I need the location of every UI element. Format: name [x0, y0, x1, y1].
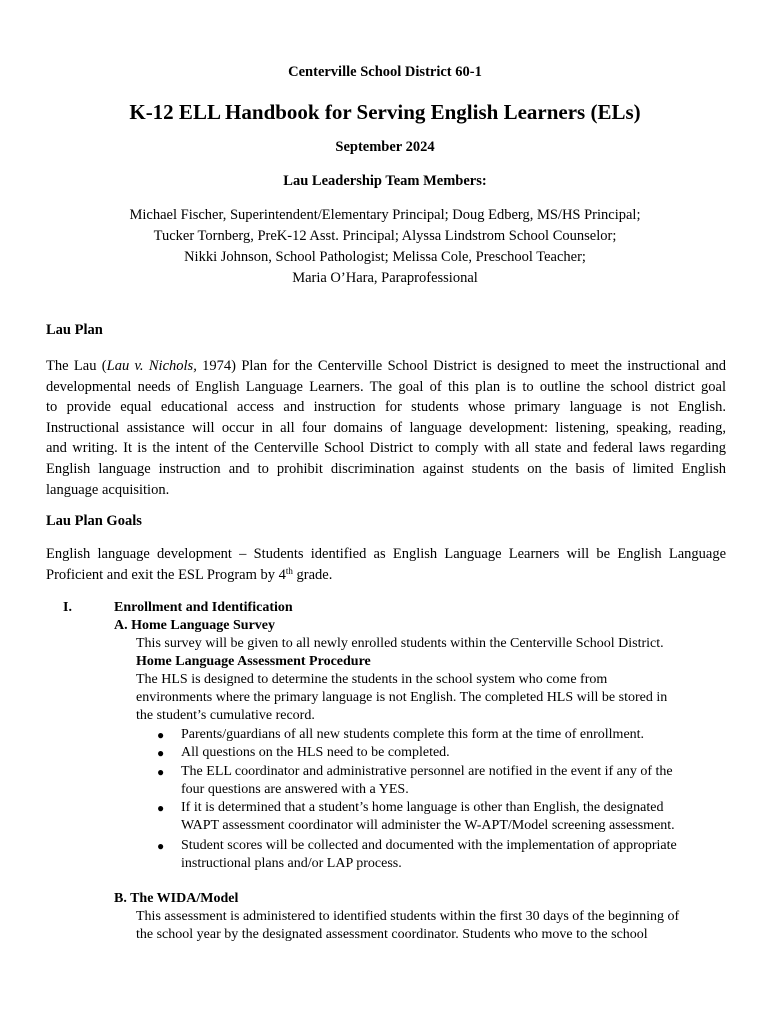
section-title: Enrollment and Identification — [114, 600, 293, 615]
bullet-text: Parents/guardians of all new students complete this form at the time of enrollment. — [181, 727, 645, 742]
lau-plan-paragraph — [46, 356, 726, 500]
team-heading: Lau Leadership Team Members: — [283, 173, 487, 189]
paragraph-line: Instructional assistance will occur in all four domains of language development: listening, speaking, reading, — [46, 419, 726, 436]
goals-paragraph — [46, 544, 726, 585]
bullet-icon: ● — [157, 801, 165, 815]
bullet-icon: ● — [157, 839, 165, 853]
bullet-text: If it is determined that a student’s home language is other than English, the designated — [181, 800, 664, 815]
bullet-text: four questions are answered with a YES. — [181, 782, 409, 797]
bullet-text: instructional plans and/or LAP process. — [181, 856, 402, 871]
team-member-line: Michael Fischer, Superintendent/Elementary Principal; Doug Edberg, MS/HS Principal; — [129, 207, 641, 223]
paragraph-line: and writing. It is the intent of the Centerville School District to comply with all state and federal laws regarding — [46, 440, 726, 457]
procedure-line: The HLS is designed to determine the students in the school system who come from — [136, 672, 608, 687]
paragraph-line: to provide equal educational access and instruction for students whose primary language is not English. — [46, 399, 726, 416]
bullet-icon: ● — [157, 746, 165, 760]
paragraph-line: Proficient and exit the ESL Program by 4th grade. — [46, 565, 333, 583]
team-member-line: Maria O’Hara, Paraprofessional — [292, 270, 478, 286]
document-title: K-12 ELL Handbook for Serving English Learners (ELs) — [129, 100, 641, 124]
team-member-line: Nikki Johnson, School Pathologist; Melissa Cole, Preschool Teacher; — [184, 249, 586, 265]
paragraph-line: The Lau (Lau v. Nichols, 1974) Plan for the Centerville School District is designed to meet the instructional and — [46, 358, 727, 374]
subsection-a-heading: A. Home Language Survey — [114, 618, 275, 633]
document-date: September 2024 — [335, 139, 435, 155]
bullet-text: Student scores will be collected and documented with the implementation of appropriate — [181, 838, 677, 853]
ordinal-suffix: th — [285, 565, 293, 576]
district-name: Centerville School District 60-1 — [288, 64, 482, 80]
subsection-b-line: This assessment is administered to identified students within the first 30 days of the beginning of — [136, 909, 680, 924]
case-citation: Lau v. Nichols, — [106, 358, 197, 374]
paragraph-line: developmental needs of English Language Learners. The goal of this plan is to outline the school district goal — [46, 378, 726, 395]
paragraph-line: language acquisition. — [46, 481, 170, 498]
bullet-text: The ELL coordinator and administrative personnel are notified in the event if any of the — [181, 764, 673, 779]
bullet-icon: ● — [157, 728, 165, 742]
subsection-b-heading: B. The WIDA/Model — [114, 891, 239, 906]
team-member-line: Tucker Tornberg, PreK-12 Asst. Principal; Alyssa Lindstrom School Counselor; — [153, 228, 617, 244]
procedure-line: environments where the primary language is not English. The completed HLS will be stored in — [136, 690, 668, 705]
bullet-text: All questions on the HLS need to be completed. — [181, 745, 450, 760]
paragraph-line: English language instruction and to prohibit discrimination against students on the basis of limited English — [46, 460, 726, 477]
bullet-text: WAPT assessment coordinator will administer the W-APT/Model screening assessment. — [181, 818, 675, 833]
lau-plan-goals-heading: Lau Plan Goals — [46, 513, 142, 529]
procedure-line: the student’s cumulative record. — [136, 708, 315, 723]
lau-plan-heading: Lau Plan — [46, 322, 103, 338]
subsection-a-text: This survey will be given to all newly enrolled students within the Centerville School District. — [136, 636, 664, 651]
paragraph-line: English language development – Students identified as English Language Learners will be English Language — [46, 546, 726, 562]
section-numeral: I. — [63, 600, 72, 615]
bullet-icon: ● — [157, 765, 165, 779]
procedure-heading: Home Language Assessment Procedure — [136, 654, 371, 669]
subsection-b-line: the school year by the designated assessment coordinator. Students who move to the school — [136, 927, 648, 942]
